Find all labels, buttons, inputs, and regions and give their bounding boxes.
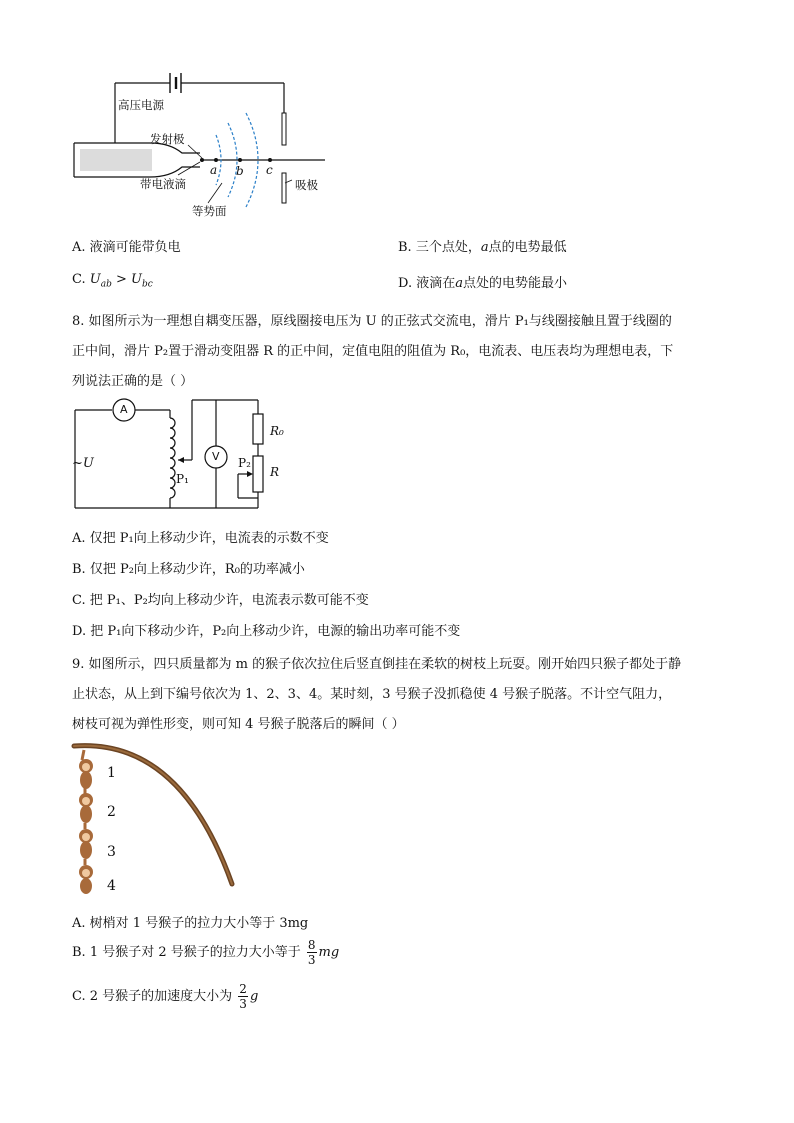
q8-option-a: A. 仅把 P₁向上移动少许，电流表的示数不变: [72, 531, 329, 546]
q8-stem-line3: 列说法正确的是（ ）: [72, 374, 194, 389]
q9-stem-line3: 树枝可视为弹性形变，则可知 4 号猴子脱落后的瞬间（ ）: [72, 717, 405, 732]
source-label: ~U: [72, 456, 94, 471]
monkey-3-number: 3: [107, 844, 116, 860]
monkey-1-number: 1: [107, 765, 116, 781]
q9-stem-line2: 止状态，从上到下编号依次为 1、2、3、4。某时刻，3 号猴子没抓稳使 4 号猴子脱落。不计空气阻力，: [72, 687, 672, 702]
equipotential-label: 等势面: [192, 204, 227, 218]
monkey-4-number: 4: [107, 878, 116, 894]
q9-option-c: C. 2 号猴子的加速度大小为 $\frac{2}{3}$ g: [72, 982, 259, 1011]
ammeter-label: A: [120, 403, 128, 416]
monkey-2-number: 2: [107, 804, 116, 820]
r-label: R: [270, 465, 280, 479]
q7-option-d: D. 液滴在a点处的电势能最小: [398, 276, 568, 291]
r0-label: R₀: [270, 424, 284, 438]
p1-label: P₁: [176, 472, 189, 486]
q9-stem-line1: 9. 如图所示，四只质量都为 m 的猴子依次拉住后竖直倒挂在柔软的树枝上玩耍。刚开始四只猴子都处于静: [72, 657, 682, 672]
q7-option-a: A. 液滴可能带负电: [72, 240, 181, 255]
voltmeter-label: V: [212, 450, 220, 463]
p2-label: P₂: [238, 456, 251, 470]
q9-option-c-fraction: $\frac{2}{3}$: [239, 982, 247, 1011]
q9-option-b: B. 1 号猴子对 2 号猴子的拉力大小等于 $\frac{8}{3}$ mg: [72, 938, 340, 967]
absorber-label: 吸极: [295, 178, 318, 192]
monkey-2-icon: [79, 788, 93, 823]
q9-option-a: A. 树梢对 1 号猴子的拉力大小等于 3mg: [72, 916, 309, 931]
q8-circuit-figure: [70, 398, 300, 516]
monkey-4-icon: [79, 859, 93, 894]
q8-stem-line1: 8. 如图所示为一理想自耦变压器，原线圈接电压为 U 的正弦式交流电，滑片 P₁与线圈接触且置于线圈的: [72, 314, 672, 329]
q9-option-b-fraction: $\frac{8}{3}$: [307, 938, 316, 967]
power-label: 高压电源: [118, 98, 164, 112]
q9-monkey-figure: [70, 738, 240, 898]
q8-option-c: C. 把 P₁、P₂均向上移动少许，电流表示数可能不变: [72, 593, 369, 608]
monkey-1-icon: [79, 750, 93, 789]
point-c-label: c: [266, 163, 273, 177]
q7-figure: [70, 65, 340, 220]
q8-option-d: D. 把 P₁向下移动少许，P₂向上移动少许，电源的输出功率可能不变: [72, 624, 461, 639]
q7-option-c: C. $U_{ab} > U_{bc}$: [72, 272, 153, 290]
point-a-label: a: [210, 163, 218, 177]
point-b-label: b: [236, 164, 244, 178]
emitter-label: 发射极: [150, 132, 185, 146]
q7-option-b: B. 三个点处，a点的电势最低: [398, 240, 567, 255]
q8-stem-line2: 正中间，滑片 P₂置于滑动变阻器 R 的正中间，定值电阻的阻值为 R₀，电流表、电压表均为理想电表，下: [72, 344, 674, 359]
q8-option-b: B. 仅把 P₂向上移动少许，R₀的功率减小: [72, 562, 305, 577]
droplet-label: 带电液滴: [140, 177, 186, 191]
monkey-3-icon: [79, 823, 93, 859]
